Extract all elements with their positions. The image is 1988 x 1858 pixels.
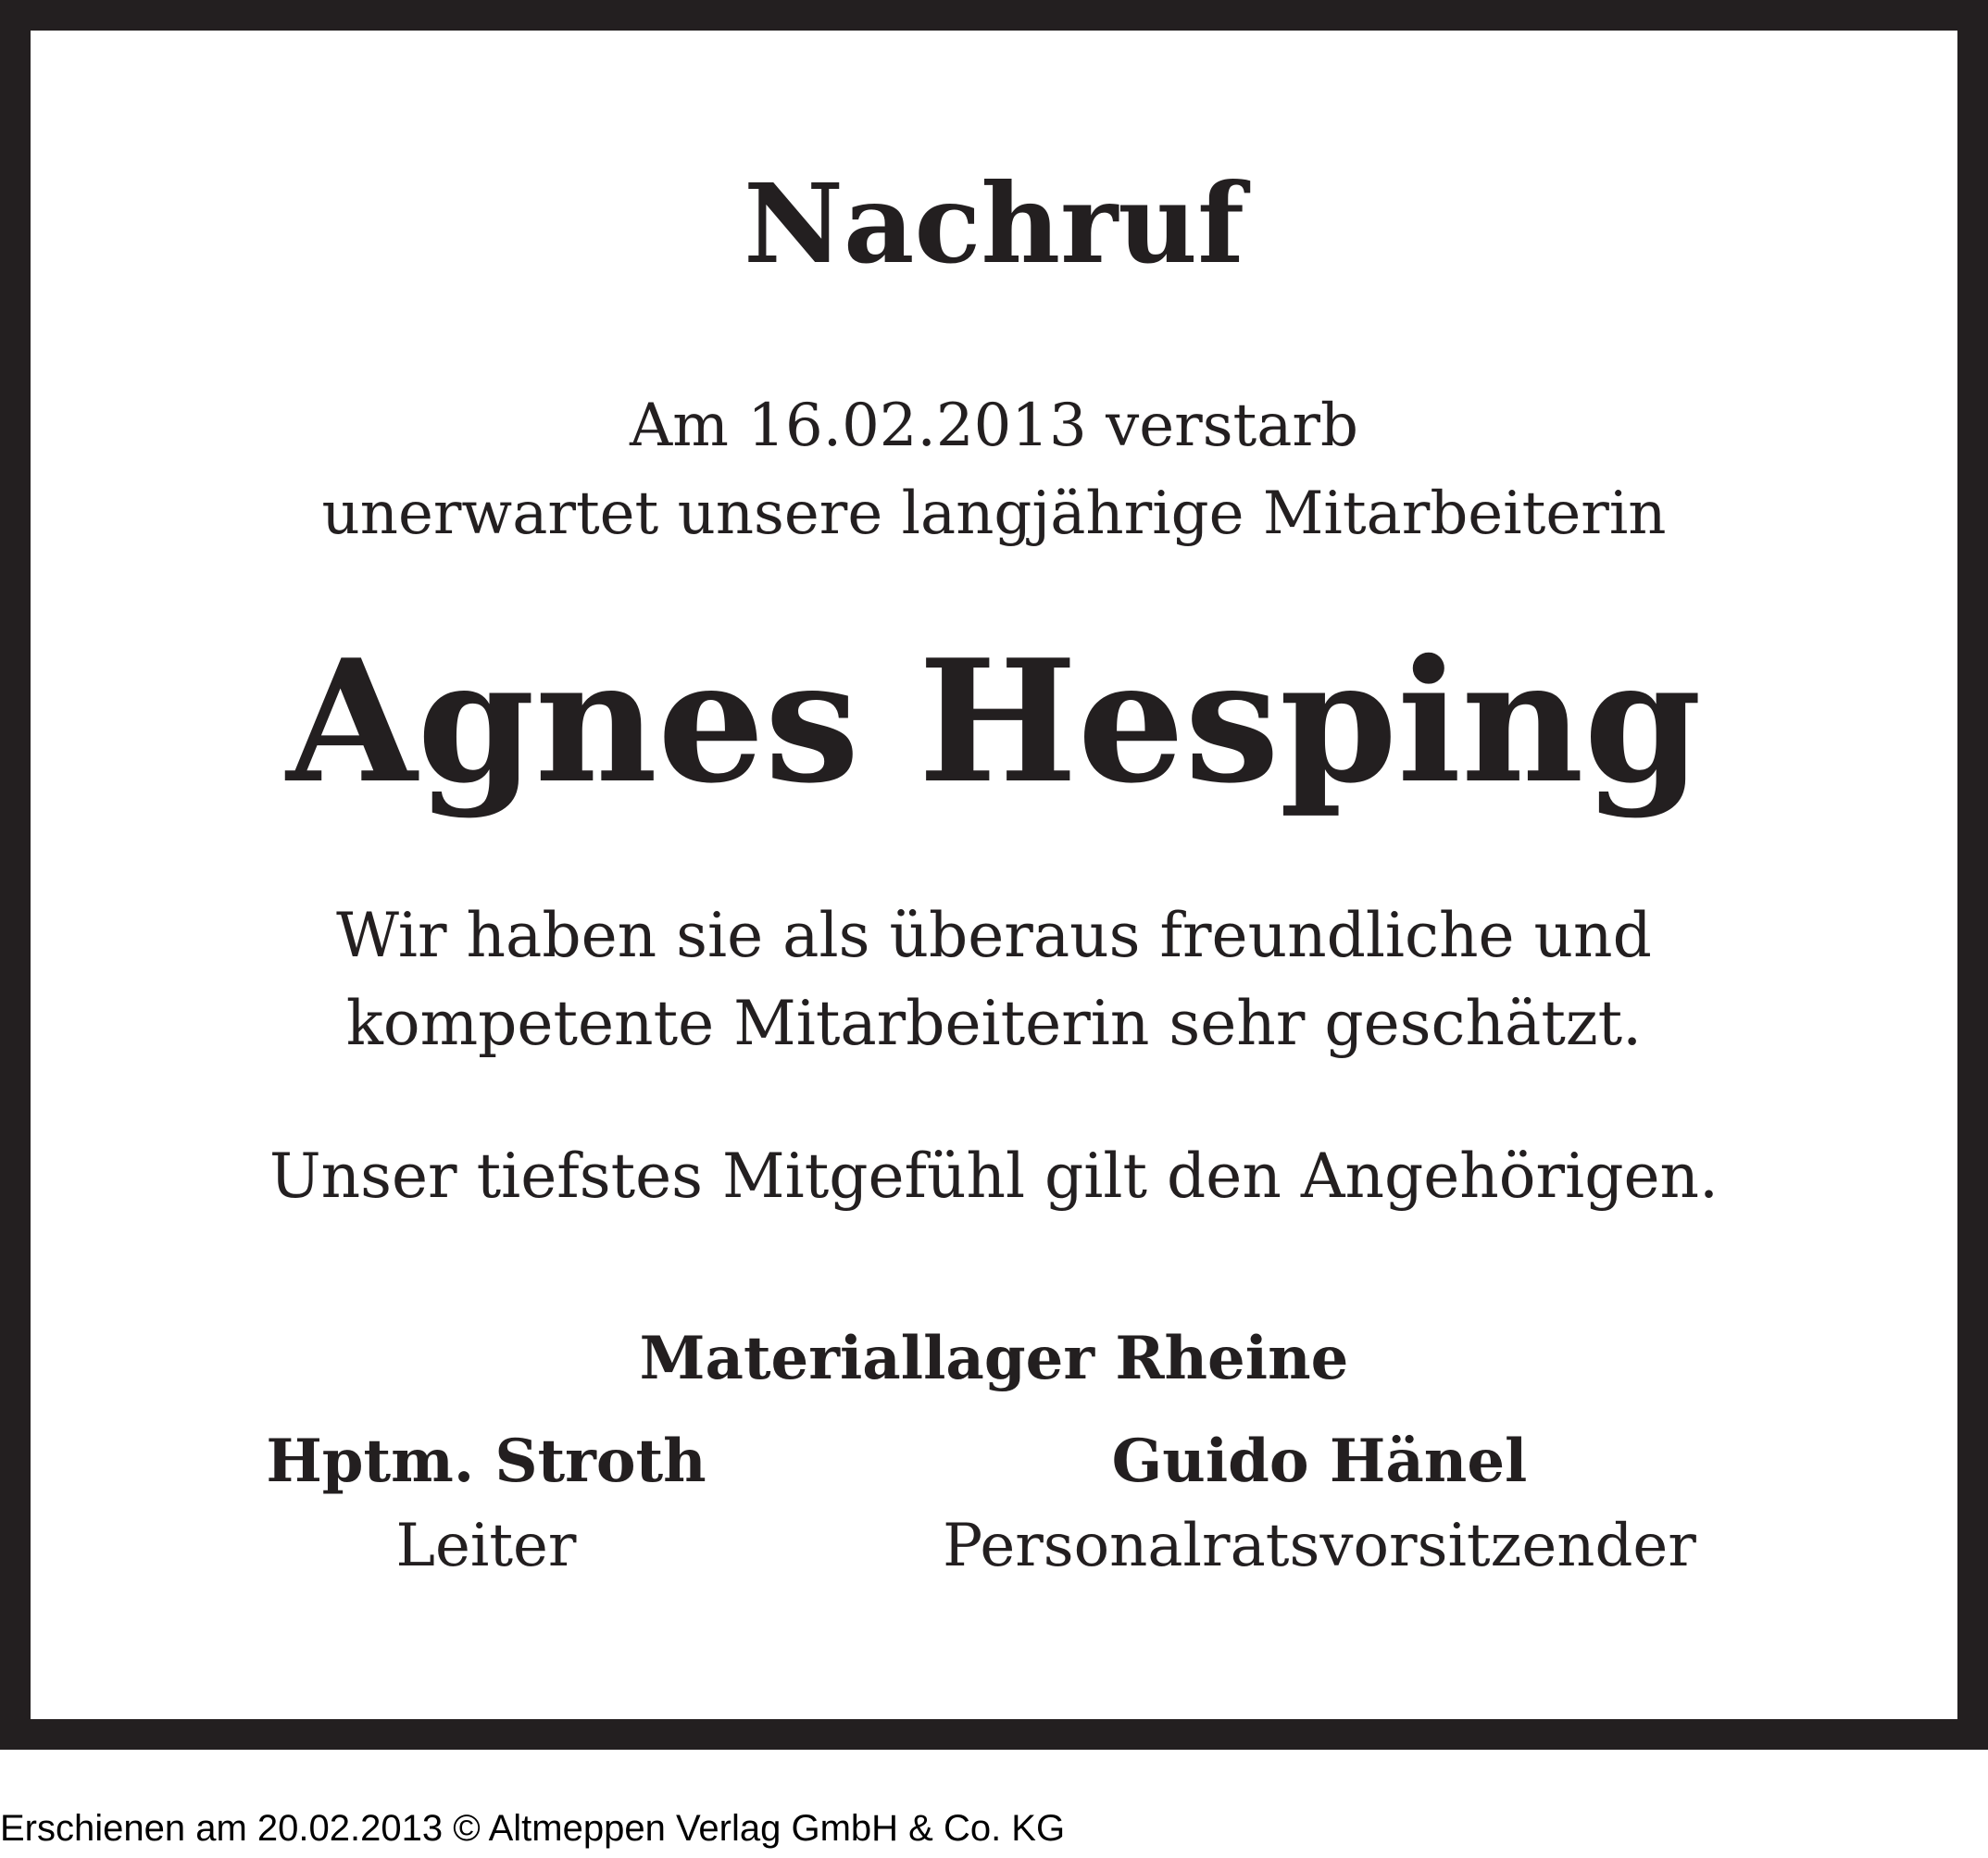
body-line-1: Wir haben sie als überaus freundliche und bbox=[336, 900, 1652, 971]
signatory-name: Hptm. Stroth bbox=[266, 1427, 706, 1496]
notice-title: Nachruf bbox=[744, 159, 1244, 288]
signatory-role: Personalratsvorsitzender bbox=[943, 1512, 1696, 1580]
intro-line-2: unerwartet unsere langjährige Mitarbeiterin bbox=[321, 480, 1667, 548]
signatory-name: Guido Hänel bbox=[1111, 1427, 1528, 1496]
condolence-line: Unser tiefstes Mitgefühl gilt den Angehörigen. bbox=[269, 1141, 1719, 1212]
signatory-role: Leiter bbox=[395, 1512, 577, 1580]
publication-footer: Erschienen am 20.02.2013 © Altmeppen Verlag GmbH & Co. KG bbox=[0, 1808, 1066, 1849]
body-line-2: kompetente Mitarbeiterin sehr geschätzt. bbox=[345, 988, 1643, 1059]
organization-name: Materiallager Rheine bbox=[639, 1324, 1349, 1393]
intro-line-1: Am 16.02.2013 verstarb bbox=[630, 392, 1358, 460]
deceased-name: Agnes Hesping bbox=[286, 622, 1702, 820]
